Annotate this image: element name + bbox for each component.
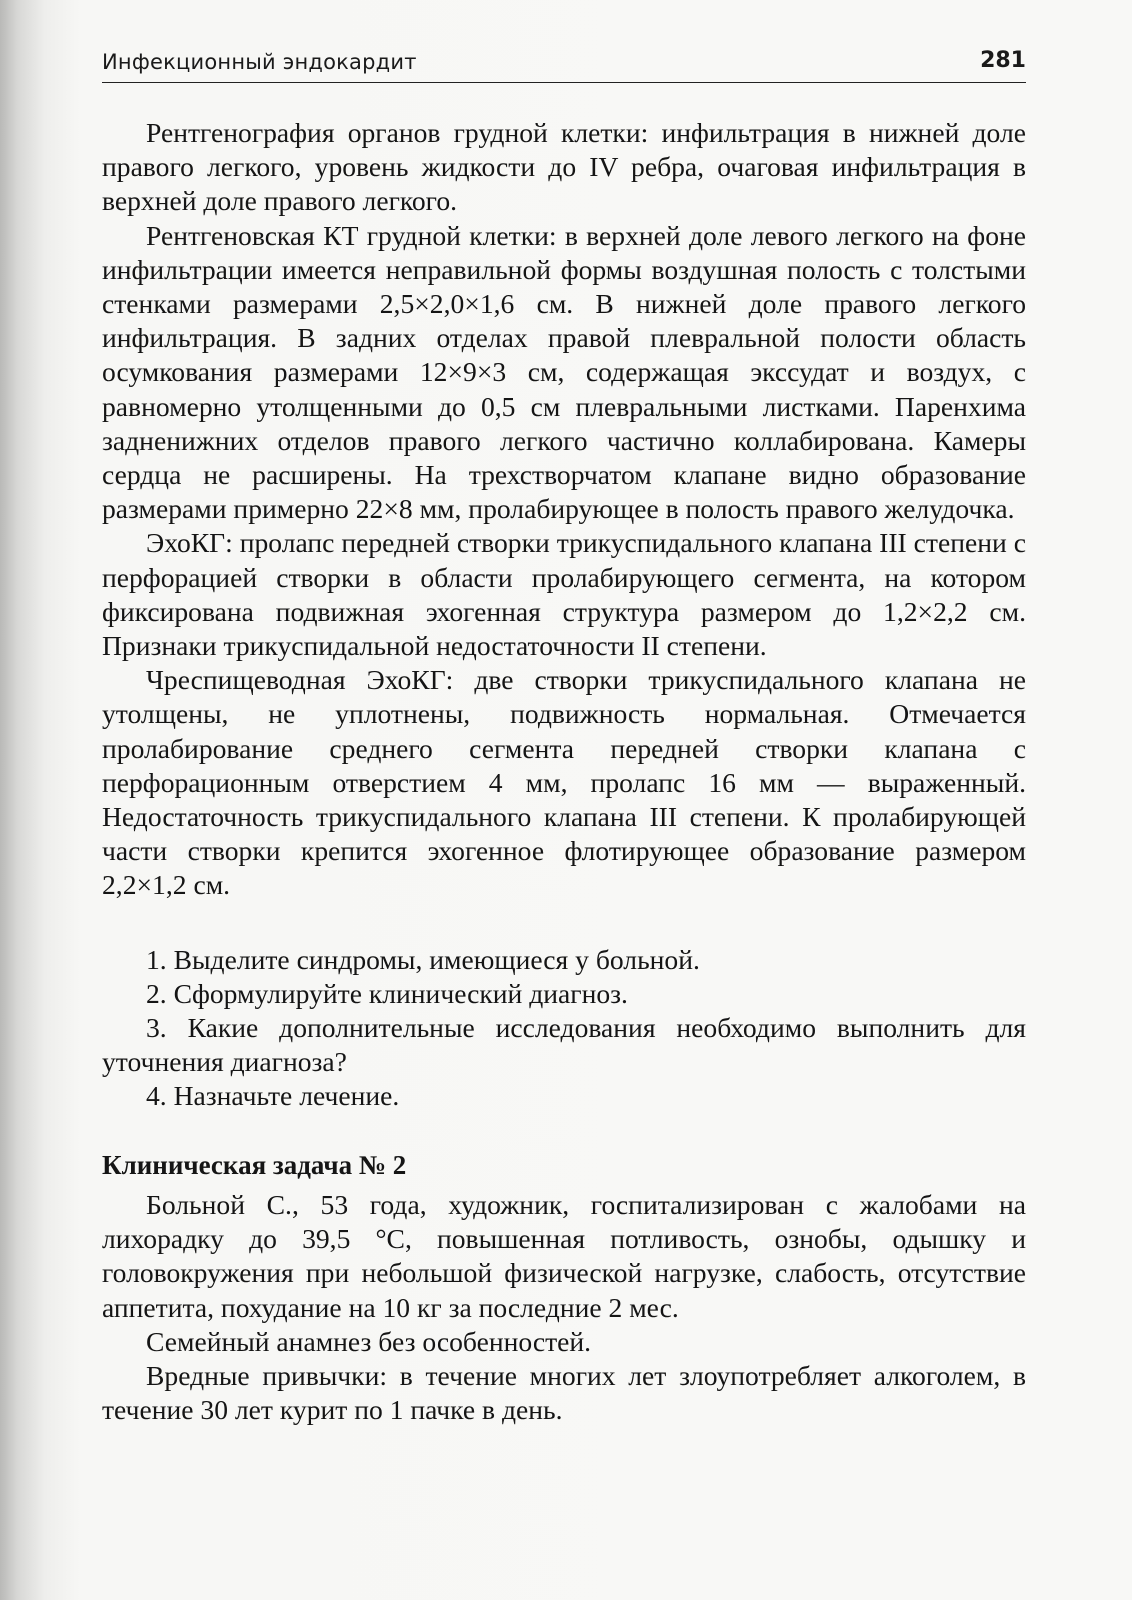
paragraph-patient: Больной С., 53 года, художник, госпитализирован с жалобами на лихорадку до 39,5 °С, повышенная потливость, ознобы, одышку и головокружения при небольшой физической нагрузке, слабость, отсутствие аппетита, похудание на 10 кг за последние 2 мес. xyxy=(102,1188,1026,1323)
paragraph-family-history: Семейный анамнез без особенностей. xyxy=(146,1325,592,1357)
paragraph-ct: Рентгеновская КТ грудной клетки: в верхней доле левого легкого на фоне инфильтрации имеется неправильной формы воздушная полость с толстыми стенками размерами 2,5×2,0×1,6 см. В нижней доле правого легкого инфильтрация. В задних отделах правой плевральной полости область осумкования размерами 12×9×3 см, содержащая экссудат и воздух, с равномерно утолщенными до 0,5 см плевральными листками. Паренхима задненижних отделов правого легкого частично коллабирована. Камеры сердца не расширены. На трехстворчатом клапане видно образование размерами примерно 22×8 мм, пролабирующее в полость правого желудочка. xyxy=(102,219,1026,525)
question-item: 4. Назначьте лечение. xyxy=(146,1080,400,1112)
running-header-title: Инфекционный эндокардит xyxy=(102,50,417,74)
page-body xyxy=(102,116,1026,1427)
question-item: 2. Сформулируйте клинический диагноз. xyxy=(146,977,628,1009)
paragraph-habits: Вредные привычки: в течение многих лет злоупотребляет алкоголем, в течение 30 лет курит по 1 пачке в день. xyxy=(102,1359,1026,1426)
paragraph-tee: Чреспищеводная ЭхоКГ: две створки трикуспидального клапана не утолщены, не уплотнены, подвижность нормальная. Отмечается пролабирование среднего сегмента передней створки клапана с перфорационным отверстием 4 мм, пролапс 16 мм — выраженный. Недостаточность трикуспидального клапана III степени. К пролабирующей части створки крепится эхогенное флотирующее образование размером 2,2×1,2 см. xyxy=(102,664,1026,901)
page-number: 281 xyxy=(980,48,1026,73)
paragraph-echo: ЭхоКГ: пролапс передней створки трикуспидального клапана III степени с перфорацией створки в области пролабирующего сегмента, на котором фиксирована подвижная эхогенная структура размером до 1,2×2,2 см. Признаки трикуспидальной недостаточности II степени. xyxy=(102,527,1026,662)
questions-list xyxy=(102,943,1026,1114)
paragraph-xray: Рентгенография органов грудной клетки: инфильтрация в нижней доле правого легкого, уровень жидкости до IV ребра, очаговая инфильтрация в верхней доле правого легкого. xyxy=(102,117,1026,217)
running-header xyxy=(102,40,1026,83)
section-heading: Клиническая задача № 2 xyxy=(102,1149,407,1180)
question-item: 3. Какие дополнительные исследования необходимо выполнить для уточнения диагноза? xyxy=(102,1012,1026,1078)
question-item: 1. Выделите синдромы, имеющиеся у больной. xyxy=(146,943,700,975)
